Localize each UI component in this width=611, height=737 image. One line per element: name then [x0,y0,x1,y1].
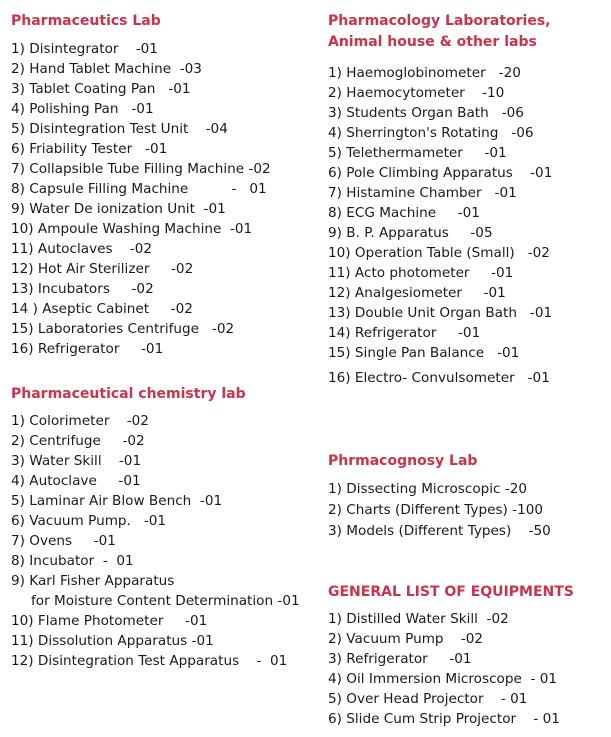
list-item: 5) Disintegration Test Unit -04 [11,121,228,137]
list-item: 4) Autoclave -01 [11,473,141,489]
list-item-continuation: for Moisture Content Determination -01 [31,593,300,609]
list-item: 3) Models (Different Types) -50 [328,523,551,539]
list-item: 6) Pole Climbing Apparatus -01 [328,165,553,181]
list-item: 12) Disintegration Test Apparatus - 01 [11,653,288,669]
list-item: 2) Haemocytometer -10 [328,85,505,101]
general-equipments-heading: GENERAL LIST OF EQUIPMENTS [328,584,574,600]
list-item: 6) Friability Tester -01 [11,141,168,157]
list-item: 7) Collapsible Tube Filling Machine -02 [11,161,271,177]
list-item: 12) Analgesiometer -01 [328,285,506,301]
general-equipments-list [328,609,574,729]
list-item: 13) Incubators -02 [11,281,154,297]
list-item: 11) Autoclaves -02 [11,241,153,257]
pharmacognosy-lab-list [328,479,551,542]
list-item: 3) Water Skill -01 [11,453,142,469]
list-item: 14 ) Aseptic Cabinet -02 [11,301,193,317]
list-item: 9) Karl Fisher Apparatus [11,573,175,589]
pharmacognosy-lab-section [328,451,551,542]
list-item: 5) Laminar Air Blow Bench -01 [11,493,223,509]
pharmacology-labs-section [328,11,552,388]
list-item: 1) Haemoglobinometer -20 [328,65,521,81]
list-item: 8) ECG Machine -01 [328,205,480,221]
list-item: 4) Sherrington's Rotating -06 [328,125,534,141]
list-item: 4) Oil Immersion Microscope - 01 [328,671,558,687]
list-item: 9) B. P. Apparatus -05 [328,225,493,241]
list-item: 15) Laboratories Centrifuge -02 [11,321,235,337]
list-item: 3) Tablet Coating Pan -01 [11,81,191,97]
list-item: 2) Hand Tablet Machine -03 [11,61,202,77]
list-item: 3) Refrigerator -01 [328,651,472,667]
pharmacognosy-lab-heading: Phrmacognosy Lab [328,453,478,469]
pharmacology-labs-list [328,63,552,388]
list-item: 8) Incubator - 01 [11,553,134,569]
list-item: 7) Ovens -01 [11,533,116,549]
pharmacology-labs-heading-line2: Animal house & other labs [328,34,537,50]
list-item: 10) Ampoule Washing Machine -01 [11,221,253,237]
list-item: 5) Telethermameter -01 [328,145,507,161]
list-item: 8) Capsule Filling Machine - 01 [11,181,267,197]
list-item: 13) Double Unit Organ Bath -01 [328,305,553,321]
pharmacology-labs-heading [328,11,552,53]
list-item: 2) Charts (Different Types) -100 [328,502,544,518]
pharmacology-labs-heading-line1: Pharmacology Laboratories, [328,13,551,29]
list-item: 10) Operation Table (Small) -02 [328,245,550,261]
list-item: 1) Colorimeter -02 [11,413,149,429]
pharmaceutics-lab-section [11,11,271,359]
list-item: 9) Water De ionization Unit -01 [11,201,226,217]
list-item: 10) Flame Photometer -01 [11,613,208,629]
list-item: 11) Acto photometer -01 [328,265,514,281]
list-item: 5) Over Head Projector - 01 [328,691,528,707]
list-item: 11) Dissolution Apparatus -01 [11,633,214,649]
pharmaceutics-lab-list [11,39,271,359]
list-item: 16) Refrigerator -01 [11,341,164,357]
list-item: 1) Dissecting Microscopic -20 [328,481,528,497]
pharmaceutical-chemistry-lab-list [11,411,300,671]
list-item: 16) Electro- Convulsometer -01 [328,370,550,386]
list-item: 7) Histamine Chamber -01 [328,185,517,201]
list-item: 1) Disintegrator -01 [11,41,158,57]
pharmaceutical-chemistry-lab-heading: Pharmaceutical chemistry lab [11,386,246,402]
list-item: 1) Distilled Water Skill -02 [328,611,509,627]
list-item: 2) Centrifuge -02 [11,433,145,449]
list-item: 15) Single Pan Balance -01 [328,345,520,361]
list-item: 2) Vacuum Pump -02 [328,631,484,647]
list-item: 12) Hot Air Sterilizer -02 [11,261,194,277]
pharmaceutical-chemistry-lab-section [11,384,300,671]
general-equipments-section [328,582,574,729]
pharmaceutics-lab-heading: Pharmaceutics Lab [11,13,161,29]
list-item: 14) Refrigerator -01 [328,325,481,341]
list-item: 6) Vacuum Pump. -01 [11,513,167,529]
list-item: 3) Students Organ Bath -06 [328,105,524,121]
list-item: 4) Polishing Pan -01 [11,101,154,117]
list-item: 6) Slide Cum Strip Projector - 01 [328,711,560,727]
